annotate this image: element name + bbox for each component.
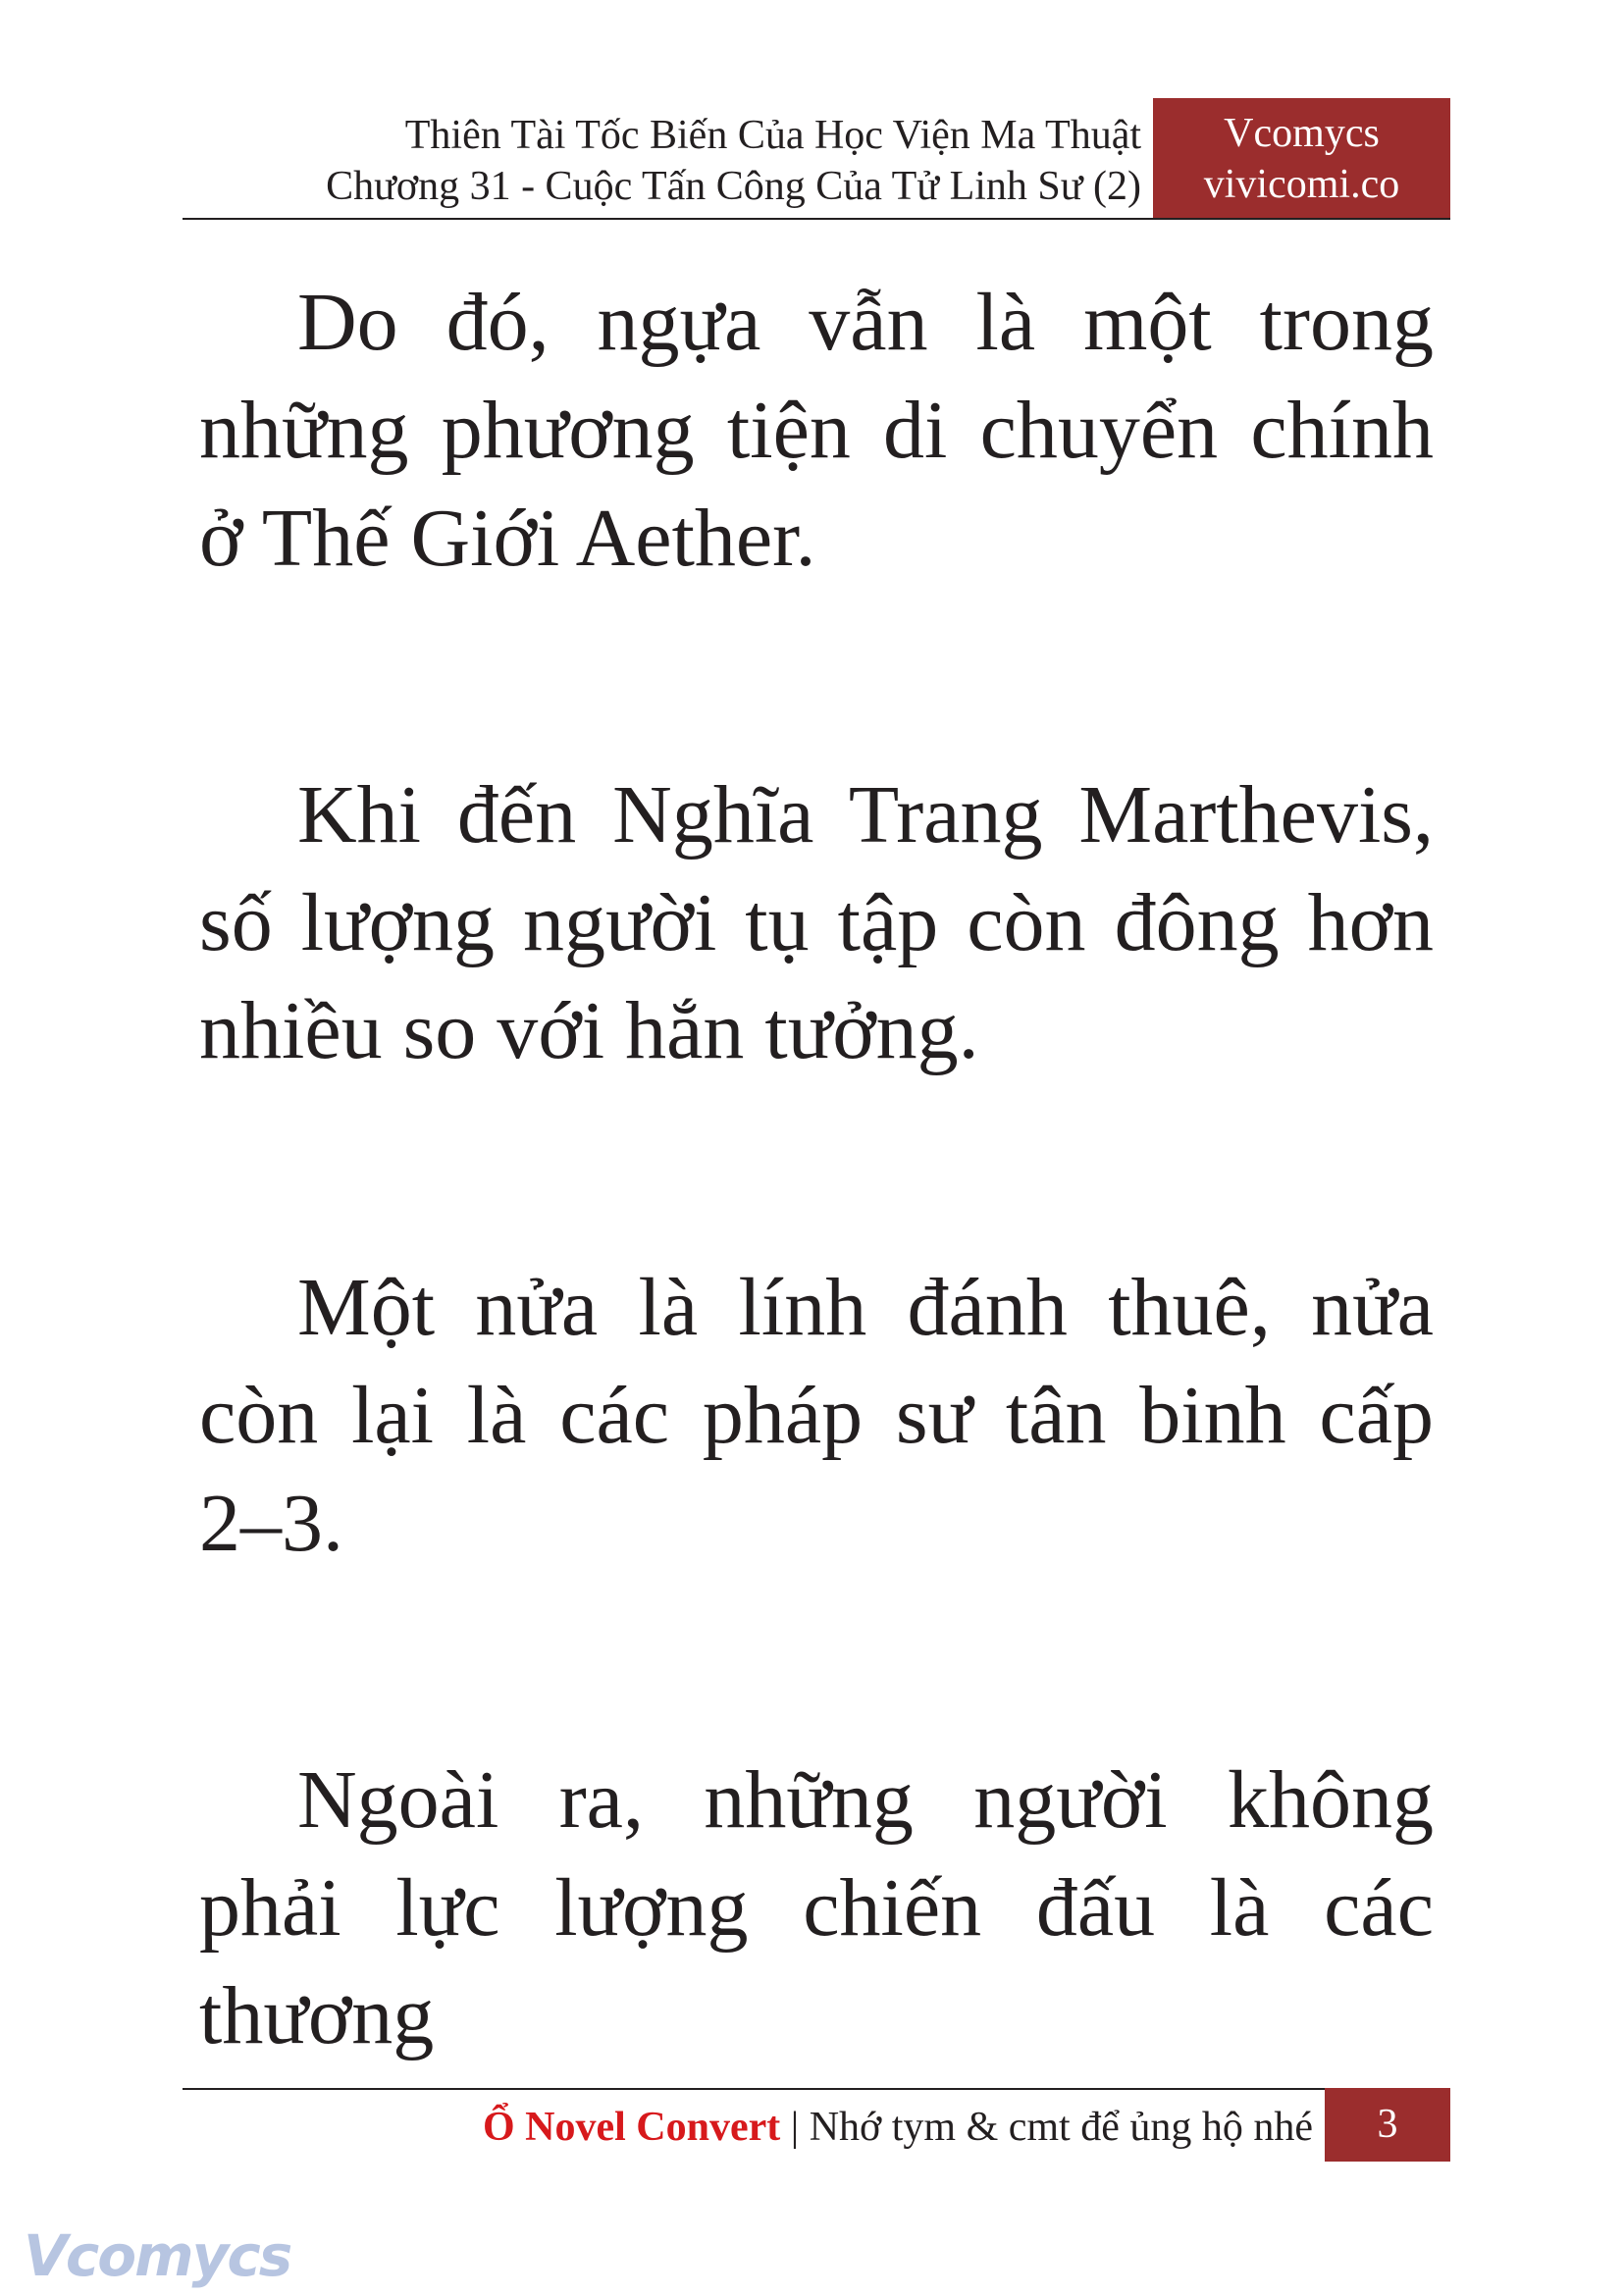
page-footer xyxy=(183,2088,1450,2162)
paragraph: Một nửa là lính đánh thuê, nửa còn lại là các pháp sư tân binh cấp 2–3. xyxy=(199,1262,1434,1569)
footer-message: Nhớ tym & cmt để ủng hộ nhé xyxy=(809,2105,1313,2150)
watermark-logo: Vcomycs xyxy=(24,2222,291,2289)
header-divider xyxy=(183,218,1450,220)
chapter-body xyxy=(199,269,1434,2239)
page-header xyxy=(183,98,1450,220)
paragraph: Do đó, ngựa vẫn là một trong những phương tiện di chuyển chính ở Thế Giới Aether. xyxy=(199,277,1434,584)
book-title: Thiên Tài Tốc Biến Của Học Viện Ma Thuật xyxy=(404,113,1141,158)
chapter-title: Chương 31 - Cuộc Tấn Công Của Tử Linh Sư (2) xyxy=(326,164,1141,209)
paragraph: Ngoài ra, những người không phải lực lượng chiến đấu là các thương xyxy=(199,1754,1434,2061)
footer-text xyxy=(483,2098,1313,2157)
footer-divider xyxy=(183,2088,1450,2090)
site-url: vivicomi.co xyxy=(1203,162,1400,207)
footer-brand: Ổ Novel Convert xyxy=(482,2105,781,2150)
footer-separator: | xyxy=(790,2105,800,2150)
page-number: 3 xyxy=(1325,2088,1450,2162)
site-badge xyxy=(1153,98,1450,220)
paragraph: Khi đến Nghĩa Trang Marthevis, số lượng người tụ tập còn đông hơn nhiều so với hắn tưởng. xyxy=(199,769,1434,1076)
site-name: Vcomycs xyxy=(1224,111,1380,156)
header-titles xyxy=(326,110,1141,212)
